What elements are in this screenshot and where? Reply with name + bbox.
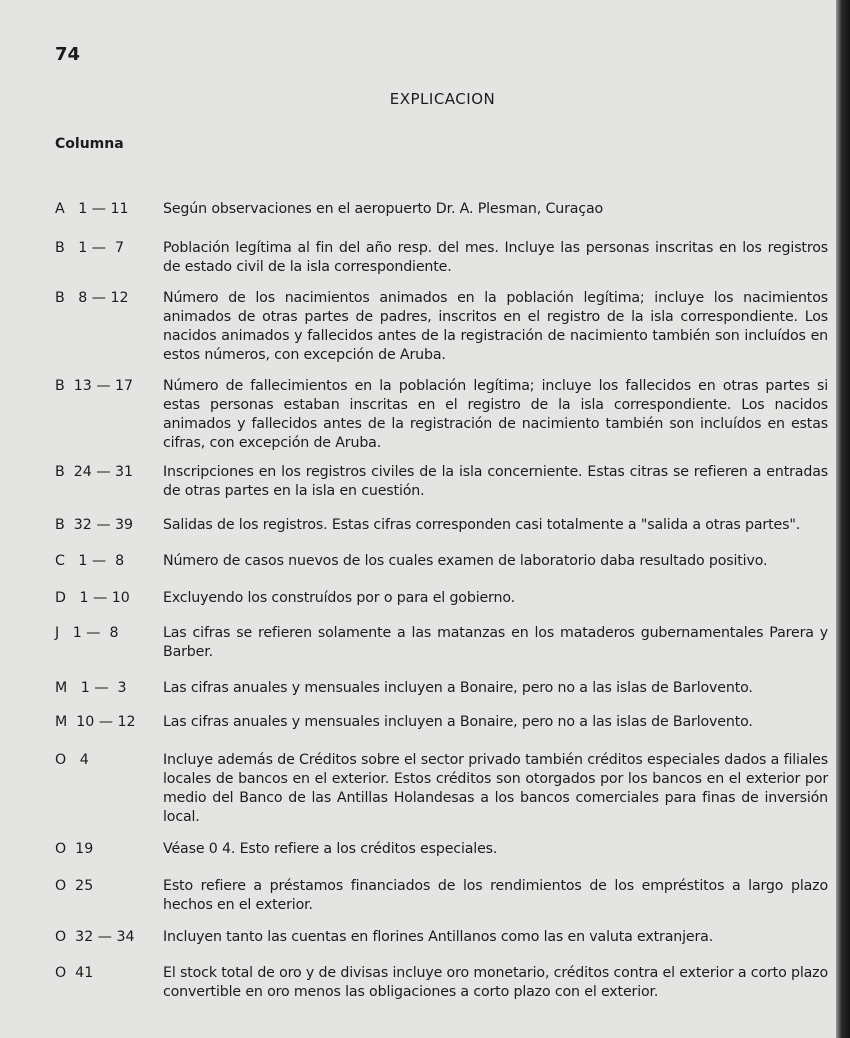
entry [55,289,828,365]
entry-text: Inscripciones en los registros civiles de la isla concerniente. Estas citras se refieren a entradas de otras partes en la isla en cuestión. [163,464,828,499]
entry-code: M 10 — 12 [55,714,136,730]
entry-text: Según observaciones en el aeropuerto Dr. A. Plesman, Curaçao [163,201,604,217]
entry-code: B 13 — 17 [55,378,134,394]
entry [55,928,828,947]
entry-code: B 24 — 31 [55,464,134,480]
entry-code: O 25 [55,878,94,894]
entry [55,377,828,453]
entry-text: Las cifras se refieren solamente a las matanzas en los mataderos gubernamentales Parera y Barber. [163,625,828,660]
entry [55,239,828,277]
entry [55,589,828,608]
entry [55,751,828,827]
entry-text: Número de los nacimientos animados en la población legítima; incluye los nacimientos animados de otras partes de padres, inscritos en el registro de la isla correspondiente. Los nacidos animados y fallecidos antes de la registración de nacimiento también son incluídos en estos números, con excepción de Aruba. [163,290,828,363]
entry-code: M 1 — 3 [55,680,127,696]
entry [55,516,828,535]
entry-code: O 32 — 34 [55,929,135,945]
entry-code: B 8 — 12 [55,290,129,306]
entry-text: Excluyendo los construídos por o para el gobierno. [163,590,515,606]
entry-text: Número de fallecimientos en la población legítima; incluye los fallecidos en otras partes si estas personas estaban inscritas en el registro de la isla correspondiente. Los nacidos animados y fallecidos antes de la registración de nacimiento también son incluídos en estas cifras, con excepción de Aruba. [163,378,828,451]
entry [55,552,828,571]
entry [55,200,828,219]
page-number: 74 [55,44,81,65]
entry-code: B 1 — 7 [55,240,125,256]
column-header: Columna [55,136,124,152]
entry-code: J 1 — 8 [55,625,119,641]
entry-text: Salidas de los registros. Estas cifras corresponden casi totalmente a "salida a otras partes". [163,517,801,533]
entry-code: O 19 [55,841,94,857]
entry [55,964,828,1002]
entry-code: B 32 — 39 [55,517,134,533]
entry-code: A 1 — 11 [55,201,129,217]
entry-text: Número de casos nuevos de los cuales examen de laboratorio daba resultado positivo. [163,553,768,569]
entry [55,840,828,859]
entry-code: O 4 [55,752,89,768]
entry-text: Véase 0 4. Esto refiere a los créditos especiales. [163,841,498,857]
entry-text: El stock total de oro y de divisas incluye oro monetario, créditos contra el exterior a corto plazo convertible en oro menos las obligaciones a corto plazo con el exterior. [163,965,828,1000]
entry [55,624,828,662]
entry [55,679,828,698]
entry [55,713,828,732]
entry-text: Las cifras anuales y mensuales incluyen a Bonaire, pero no a las islas de Barlovento. [163,714,753,730]
entry [55,877,828,915]
entry-text: Incluyen tanto las cuentas en florines Antillanos como las en valuta extranjera. [163,929,714,945]
entry-text: Las cifras anuales y mensuales incluyen a Bonaire, pero no a las islas de Barlovento. [163,680,753,696]
entry [55,463,828,501]
entry-text: Incluye además de Créditos sobre el sector privado también créditos especiales dados a filiales locales de bancos en el exterior. Estos créditos son otorgados por los bancos en el exterior por medio del Banco de las Antillas Holandesas a los bancos comerciales para finas de inversión local. [163,752,828,825]
page-title: EXPLICACION [389,90,496,108]
entry-code: O 41 [55,965,94,981]
book-binding-edge [836,0,850,1038]
entry-text: Esto refiere a préstamos financiados de los rendimientos de los empréstitos a largo plazo hechos en el exterior. [163,878,828,913]
entry-text: Población legítima al fin del año resp. del mes. Incluye las personas inscritas en los registros de estado civil de la isla correspondiente. [163,240,828,275]
entry-code: C 1 — 8 [55,553,125,569]
entry-code: D 1 — 10 [55,590,130,606]
